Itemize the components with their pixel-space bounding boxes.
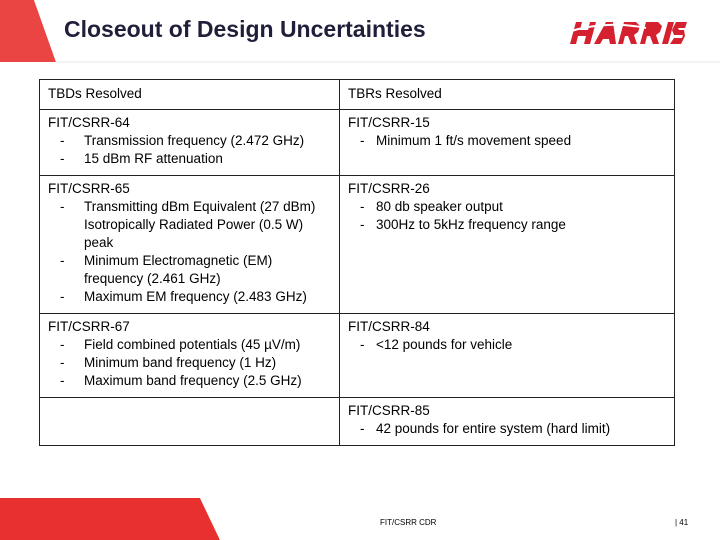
requirement-id: FIT/CSRR-84 <box>348 319 430 334</box>
table-row <box>40 398 675 446</box>
tbr-cell <box>340 110 675 176</box>
list-item: - Field combined potentials (45 µV/m) <box>60 337 301 352</box>
tbr-cell <box>340 314 675 398</box>
uncertainties-table <box>39 79 675 446</box>
list-item: - Maximum band frequency (2.5 GHz) <box>60 373 302 388</box>
requirement-id: FIT/CSRR-65 <box>48 181 130 196</box>
slide-title: Closeout of Design Uncertainties <box>64 16 426 42</box>
table-header-row <box>40 80 675 110</box>
footer-text: FIT/CSRR CDR <box>380 518 437 527</box>
list-item: - 80 db speaker output <box>360 199 503 214</box>
table-row <box>40 110 675 176</box>
list-item: - 42 pounds for entire system (hard limit) <box>360 421 611 436</box>
list-item: - Maximum EM frequency (2.483 GHz) <box>60 289 307 304</box>
tbd-cell <box>40 176 340 314</box>
requirement-id: FIT/CSRR-15 <box>348 115 430 130</box>
tbr-cell <box>340 398 675 446</box>
tbd-cell <box>40 314 340 398</box>
harris-logo <box>566 18 688 46</box>
requirement-id: FIT/CSRR-85 <box>348 403 430 418</box>
page-number: | 41 <box>675 518 689 527</box>
table-row <box>40 176 675 314</box>
list-item: - Minimum Electromagnetic (EM) frequency (2.461 GHz) <box>60 253 273 286</box>
table-row <box>40 314 675 398</box>
list-item: - Minimum 1 ft/s movement speed <box>360 133 572 148</box>
bottom-accent-stripe <box>0 480 720 540</box>
requirement-id: FIT/CSRR-67 <box>48 319 130 334</box>
tbd-cell <box>40 110 340 176</box>
tbd-cell-empty <box>40 398 340 446</box>
requirement-id: FIT/CSRR-26 <box>348 181 430 196</box>
requirement-id: FIT/CSRR-64 <box>48 115 130 130</box>
tbr-cell <box>340 176 675 314</box>
list-item: - Transmitting dBm Equivalent (27 dBm) Isotropically Radiated Power (0.5 W) peak <box>60 199 316 250</box>
list-item: - Transmission frequency (2.472 GHz) <box>60 133 305 148</box>
tbrs-header: TBRs Resolved <box>340 80 675 110</box>
list-item: - 15 dBm RF attenuation <box>60 151 223 166</box>
list-item: - <12 pounds for vehicle <box>360 337 513 352</box>
list-item: - 300Hz to 5kHz frequency range <box>360 217 566 232</box>
tbds-header: TBDs Resolved <box>40 80 340 110</box>
list-item: - Minimum band frequency (1 Hz) <box>60 355 277 370</box>
